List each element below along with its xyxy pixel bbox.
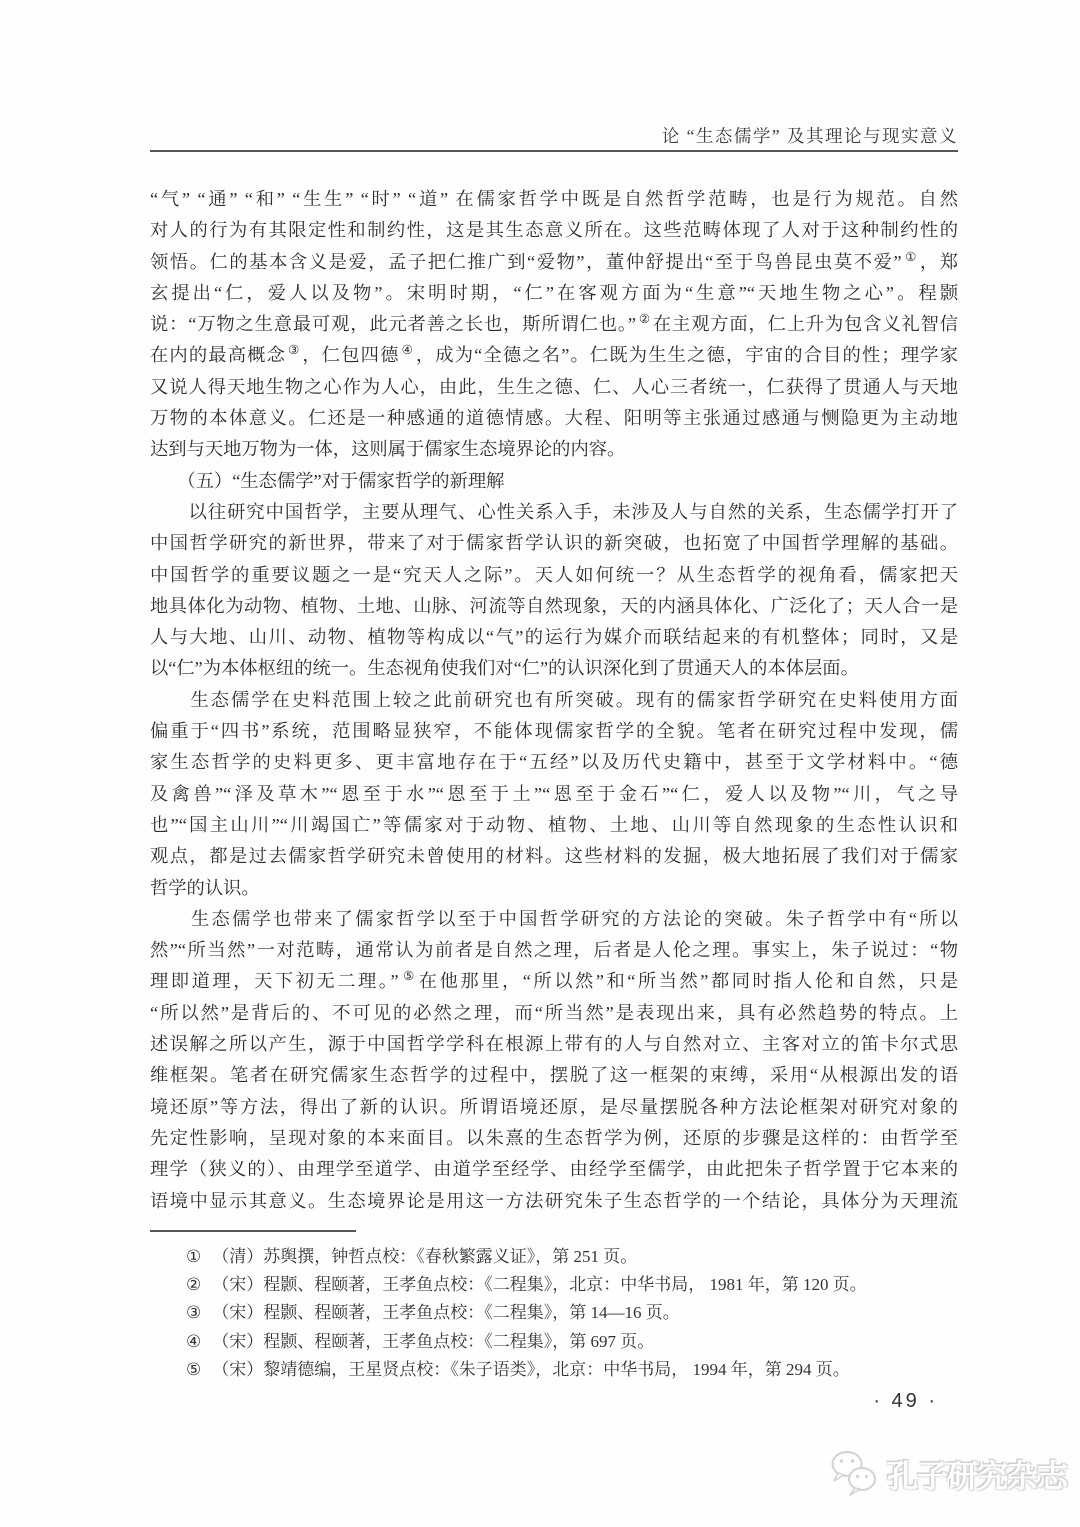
footnote-item <box>150 1243 958 1271</box>
footnote-ref: ② <box>638 312 651 327</box>
body-line: 哲学的认识。 <box>150 877 260 898</box>
body-line: 对人的行为有其限定性和制约性，这是其生态意义所在。这些范畴体现了人对于这种制约性的 <box>150 220 958 241</box>
body-line: 以“仁”为本体枢纽的统一。生态视角使我们对“仁”的认识深化到了贯通天人的本体层面。 <box>150 658 859 679</box>
body-line: 述误解之所以产生，源于中国哲学学科在根源上带有的人与自然对立、主客对立的笛卡尔式思 <box>150 1034 958 1055</box>
footnote-item <box>150 1328 958 1356</box>
body-line: 理学（狭义的）、由理学至道学、由道学至经学、由经学至儒学，由此把朱子哲学置于它本来的 <box>150 1159 958 1180</box>
body-line: 在内的最高概念 ③ ，仁包四德 ④ ，成为“全德之名”。仁既为生生之德，宇宙的合目的性；理学家 <box>150 343 958 366</box>
footnote-text: （宋）程颢、程颐著，王孝鱼点校：《二程集》，第 697 页。 <box>212 1331 655 1351</box>
header-rule <box>150 150 958 152</box>
body-line: 说：“万物之生意最可观，此元者善之长也，斯所谓仁也。” ② 在主观方面，仁上升为包含义礼智信 <box>150 312 958 335</box>
footnote-ref: ⑤ <box>400 969 417 984</box>
body-line: 生态儒学在史料范围上较之此前研究也有所突破。现有的儒家哲学研究在史料使用方面 <box>150 689 958 710</box>
body-paragraph <box>150 685 958 904</box>
footnote-text: （宋）黎靖德编，王星贤点校：《朱子语类》，北京：中华书局， 1994 年，第 294 页。 <box>212 1359 850 1379</box>
body-paragraph <box>150 466 958 497</box>
body-line: （五）“生态儒学”对于儒家哲学的新理解 <box>150 470 505 491</box>
journal-watermark <box>828 1446 1067 1500</box>
footnote-marker: ② <box>186 1275 202 1295</box>
footnote-marker: ③ <box>186 1303 202 1323</box>
body-paragraph <box>150 184 958 466</box>
body-line: 中国哲学研究的新世界，带来了对于儒家哲学认识的新突破，也拓宽了中国哲学理解的基础。 <box>150 533 958 554</box>
body-line: 及禽兽”“泽及草木”“恩至于水”“恩至于土”“恩至于金石”“仁，爱人以及物”“川，气之导 <box>150 783 958 804</box>
body-line: 语境中显示其意义。生态境界论是用这一方法研究朱子生态哲学的一个结论，具体分为天理流 <box>150 1190 958 1211</box>
body-line: 人与大地、山川、动物、植物等构成以“气”的运行为媒介而联结起来的有机整体；同时，又是 <box>150 627 958 648</box>
body-line: 理即道理，天下初无二理。” ⑤ 在他那里，“所以然”和“所当然”都同时指人伦和自然，只是 <box>150 969 958 992</box>
body-line: 观点，都是过去儒家哲学研究未曾使用的材料。这些材料的发掘，极大地拓展了我们对于儒家 <box>150 846 958 867</box>
body-line: 万物的本体意义。仁还是一种感通的道德情感。大程、阳明等主张通过感通与恻隐更为主动地 <box>150 408 958 429</box>
body-line: 又说人得天地生物之心作为人心，由此，生生之德、仁、人心三者统一，仁获得了贯通人与天地 <box>150 376 958 397</box>
body-paragraph <box>150 904 958 1217</box>
body-line: 玄提出“仁，爱人以及物”。宋明时期，“仁”在客观方面为“生意”“天地生物之心”。程颢 <box>150 282 958 303</box>
body-line: 领悟。仁的基本含义是爱，孟子把仁推广到“爱物”，董仲舒提出“至于鸟兽昆虫莫不爱” ① ，郑 <box>150 249 958 272</box>
body-line: 生态儒学也带来了儒家哲学以至于中国哲学研究的方法论的突破。朱子哲学中有“所以 <box>150 908 958 929</box>
footnote-text: （宋）程颢、程颐著，王孝鱼点校：《二程集》，北京：中华书局， 1981 年，第 120 页。 <box>212 1275 867 1295</box>
footnote-item <box>150 1271 958 1299</box>
footnotes-section <box>150 1243 958 1384</box>
footnote-marker: ⑤ <box>186 1359 202 1379</box>
footnote-item <box>150 1356 958 1384</box>
body-line: 偏重于“四书”系统，范围略显狭窄，不能体现儒家哲学的全貌。笔者在研究过程中发现，儒 <box>150 721 958 742</box>
body-line: 家生态哲学的史料更多、更丰富地存在于“五经”以及历代史籍中，甚至于文学材料中。“德 <box>150 752 958 773</box>
body-line: 然”“所当然”一对范畴，通常认为前者是自然之理，后者是人伦之理。事实上，朱子说过：“物 <box>150 940 958 961</box>
body-line: 中国哲学的重要议题之一是“究天人之际”。天人如何统一？从生态哲学的视角看，儒家把天 <box>150 564 958 585</box>
body-line: 先定性影响，呈现对象的本来面目。以朱熹的生态哲学为例，还原的步骤是这样的：由哲学至 <box>150 1127 958 1148</box>
watermark-text: 孔子研究杂志 <box>887 1458 1067 1494</box>
footnote-separator <box>150 1230 356 1232</box>
footnote-marker: ④ <box>186 1331 202 1351</box>
footnote-text: （宋）程颢、程颐著，王孝鱼点校：《二程集》，第 14—16 页。 <box>212 1303 680 1323</box>
body-line: 也”“国主山川”“川竭国亡”等儒家对于动物、植物、土地、山川等自然现象的生态性认识和 <box>150 814 958 835</box>
footnote-item <box>150 1299 958 1327</box>
article-body <box>150 184 958 1217</box>
body-paragraph <box>150 497 958 685</box>
body-line: 维框架。笔者在研究儒家生态哲学的过程中，摆脱了这一框架的束缚，采用“从根源出发的语 <box>150 1065 958 1086</box>
footnote-ref: ③ <box>288 343 301 358</box>
body-line: 以往研究中国哲学，主要从理气、心性关系入手，未涉及人与自然的关系，生态儒学打开了 <box>150 501 958 522</box>
body-line: “气” “通” “和” “生生” “时” “道” 在儒家哲学中既是自然哲学范畴，也是行为规范。自然 <box>150 189 958 209</box>
footnote-ref: ① <box>903 249 918 264</box>
wechat-icon <box>828 1449 880 1497</box>
footnote-text: （清）苏舆撰，钟哲点校：《春秋繁露义证》，第 251 页。 <box>212 1247 638 1266</box>
body-line: 境还原”等方法，得出了新的认识。所谓语境还原，是尽量摆脱各种方法论框架对研究对象的 <box>150 1096 958 1117</box>
body-line: 达到与天地万物为一体，这则属于儒家生态境界论的内容。 <box>150 439 626 460</box>
body-line: 地具体化为动物、植物、土地、山脉、河流等自然现象，天的内涵具体化、广泛化了；天人合一是 <box>150 595 958 616</box>
page-number: · 49 · <box>873 1390 938 1412</box>
footnote-ref: ④ <box>401 343 414 358</box>
body-line: “所以然”是背后的、不可见的必然之理，而“所当然”是表现出来，具有必然趋势的特点。上 <box>150 1002 958 1023</box>
running-title: 论 “生态儒学” 及其理论与现实意义 <box>661 126 958 146</box>
footnote-marker: ① <box>186 1247 202 1266</box>
